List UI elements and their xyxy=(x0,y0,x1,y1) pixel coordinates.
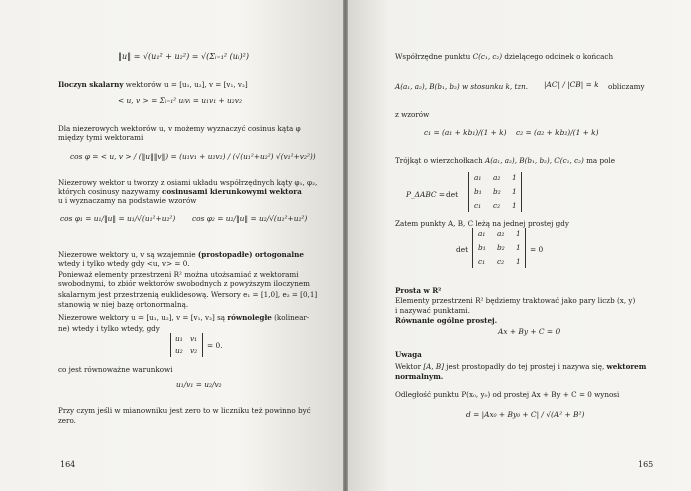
remark-text-line-1: Wektor [A, B] jest prostopadły do tej prostej i nazywa się, wektorem xyxy=(395,362,647,371)
area-label: P_ΔABC = xyxy=(406,190,446,199)
det-cell: b₁ xyxy=(474,187,482,196)
area-det-left-bracket xyxy=(468,172,469,212)
det-word: det xyxy=(446,190,459,199)
dot-product-formula: < u, v > = Σᵢ₌₁² uᵢvᵢ = u₁v₁ + u₂v₂ xyxy=(118,96,242,105)
det-cell: u₁ xyxy=(175,334,183,343)
direction-text-line-1: Niezerowy wektor u tworzy z osiami układu współrzędnych kąty φ₁, φ₂, xyxy=(58,178,318,187)
orthogonal-text-line-1: Niezerowe wektory u, v są wzajemnie (prostopadłe) ortogonalne xyxy=(58,250,304,259)
coordinate-text-line-2: A(a₁, a₂), B(b₁, b₂) w stosunku k, tzn. xyxy=(395,82,529,91)
remark-title: Uwaga xyxy=(395,350,422,359)
det-cell: b₂ xyxy=(497,243,505,252)
collinear-det-right-bracket xyxy=(525,228,526,268)
det-word: det xyxy=(456,245,469,254)
collinear-det-left-bracket xyxy=(472,228,473,268)
general-equation-label: Równanie ogólne prostej. xyxy=(395,316,498,325)
dot-product-definition: Iloczyn skalarny wektorów u = [u₁, u₂], v = [v₁, v₂] xyxy=(58,80,248,89)
equivalent-condition-text: co jest równoważne warunkowi xyxy=(58,365,173,374)
norm-formula: ‖u‖ = √(u₁² + u₂²) = √(Σᵢ₌₁² (uᵢ)²) xyxy=(118,52,249,61)
direction-cosine-formula-1: cos φ₁ = u₁/‖u‖ = u₁/√(u₁²+u₂²) xyxy=(60,214,176,223)
coordinate-text-line-1: Współrzędne punktu C(c₁, c₂) dzielącego odcinek o końcach xyxy=(395,52,614,61)
basis-text-line-2: swobodnymi, to zbiór wektorów swobodnych z powyższym iloczynem xyxy=(58,279,310,288)
general-equation: Ax + By + C = 0 xyxy=(498,327,561,336)
orthogonal-text-line-2: wtedy i tylko wtedy gdy <u, v> = 0. xyxy=(58,259,190,268)
compute-word: obliczamy xyxy=(608,82,645,91)
distance-formula: d = |Ax₀ + By₀ + C| / √(A² + B²) xyxy=(466,410,585,419)
det-cell: c₁ xyxy=(478,257,486,266)
det-cell: 1 xyxy=(516,243,521,252)
det-cell: a₂ xyxy=(493,173,501,182)
det-cell: v₂ xyxy=(190,346,198,355)
det-cell: a₁ xyxy=(474,173,482,182)
c2-formula: c₂ = (a₂ + kb₂)/(1 + k) xyxy=(516,128,599,137)
basis-text-line-4: stanowią w niej bazę ortonormalną. xyxy=(58,300,189,309)
area-det-right-bracket xyxy=(521,172,522,212)
left-page xyxy=(0,0,343,491)
note-text-line-1: Przy czym jeśli w mianowniku jest zero to w liczniku też powinno być xyxy=(58,406,311,415)
page-number-right: 165 xyxy=(638,460,654,469)
remark-text-line-2: normalnym. xyxy=(395,372,444,381)
det-cell: 1 xyxy=(512,187,517,196)
det-cell: a₂ xyxy=(497,229,505,238)
det-cell: v₁ xyxy=(190,334,198,343)
basis-text-line-3: skalarnym jest przestrzenią euklidesową. Wersory e₁ = [1,0], e₂ = [0,1] xyxy=(58,290,318,299)
line-text-1: Elementy przestrzeni R² będziemy traktować jako pary liczb (x, y) xyxy=(395,296,636,305)
cos-intro-line-1: Dla niezerowych wektorów u, v możemy wyznaczyć cosinus kąta φ xyxy=(58,124,301,133)
det-cell: c₁ xyxy=(474,201,482,210)
det-cell: c₂ xyxy=(493,201,501,210)
det-cell: a₁ xyxy=(478,229,486,238)
det-cell: 1 xyxy=(512,173,517,182)
det-cell: 1 xyxy=(516,257,521,266)
direction-text-line-3: u i wyznaczamy na podstawie wzorów xyxy=(58,196,197,205)
section-title: Prosta w R² xyxy=(395,286,442,295)
basis-text-line-1: Ponieważ elementy przestrzeni R² można utożsamiać z wektorami xyxy=(58,270,299,279)
page-number-left: 164 xyxy=(60,460,76,469)
distance-text: Odległość punktu P(x₀, y₀) od prostej Ax + By + C = 0 wynosi xyxy=(395,390,620,399)
triangle-text: Trójkąt o wierzchołkach A(a₁, a₂), B(b₁, b₂), C(c₁, c₂) ma pole xyxy=(395,156,615,165)
det-right-bar xyxy=(202,333,203,357)
note-text-line-2: zero. xyxy=(58,416,76,425)
det-cell: c₂ xyxy=(497,257,505,266)
ratio-condition: |AC| / |CB| = k xyxy=(544,80,599,89)
collinear-text: Zatem punkty A, B, C leżą na jednej prostej gdy xyxy=(395,219,569,228)
line-text-2: i nazywać punktami. xyxy=(395,306,470,315)
direction-cosine-formula-2: cos φ₂ = u₂/‖u‖ = u₂/√(u₁²+u₂²) xyxy=(192,214,308,223)
det-left-bar xyxy=(170,333,171,357)
cos-angle-formula: cos φ = < u, v > / (‖u‖‖v‖) = (u₁v₁ + u₂v₂) / (√(u₁²+u₂²) √(v₁²+v₂²)) xyxy=(70,152,316,161)
det-cell: 1 xyxy=(516,229,521,238)
det-equals-zero: = 0. xyxy=(207,341,223,350)
det-cell: 1 xyxy=(512,201,517,210)
ratio-formula: u₁/v₁ = u₂/v₂ xyxy=(176,380,222,389)
det-cell: u₂ xyxy=(175,346,183,355)
c1-formula: c₁ = (a₁ + kb₁)/(1 + k) xyxy=(424,128,507,137)
det-cell: b₂ xyxy=(493,187,501,196)
cos-intro-line-2: między tymi wektorami xyxy=(58,133,144,142)
right-page xyxy=(348,0,691,491)
parallel-text-line-2: ne) wtedy i tylko wtedy, gdy xyxy=(58,324,160,333)
det-equals-zero: = 0 xyxy=(530,245,544,254)
parallel-text-line-1: Niezerowe wektory u = [u₁, u₂], v = [v₁, v₂] są równoległe (kolinear- xyxy=(58,313,310,322)
formulas-label: z wzorów xyxy=(395,110,430,119)
det-cell: b₁ xyxy=(478,243,486,252)
direction-text-line-2: których cosinusy nazywamy cosinusami kierunkowymi wektora xyxy=(58,187,302,196)
